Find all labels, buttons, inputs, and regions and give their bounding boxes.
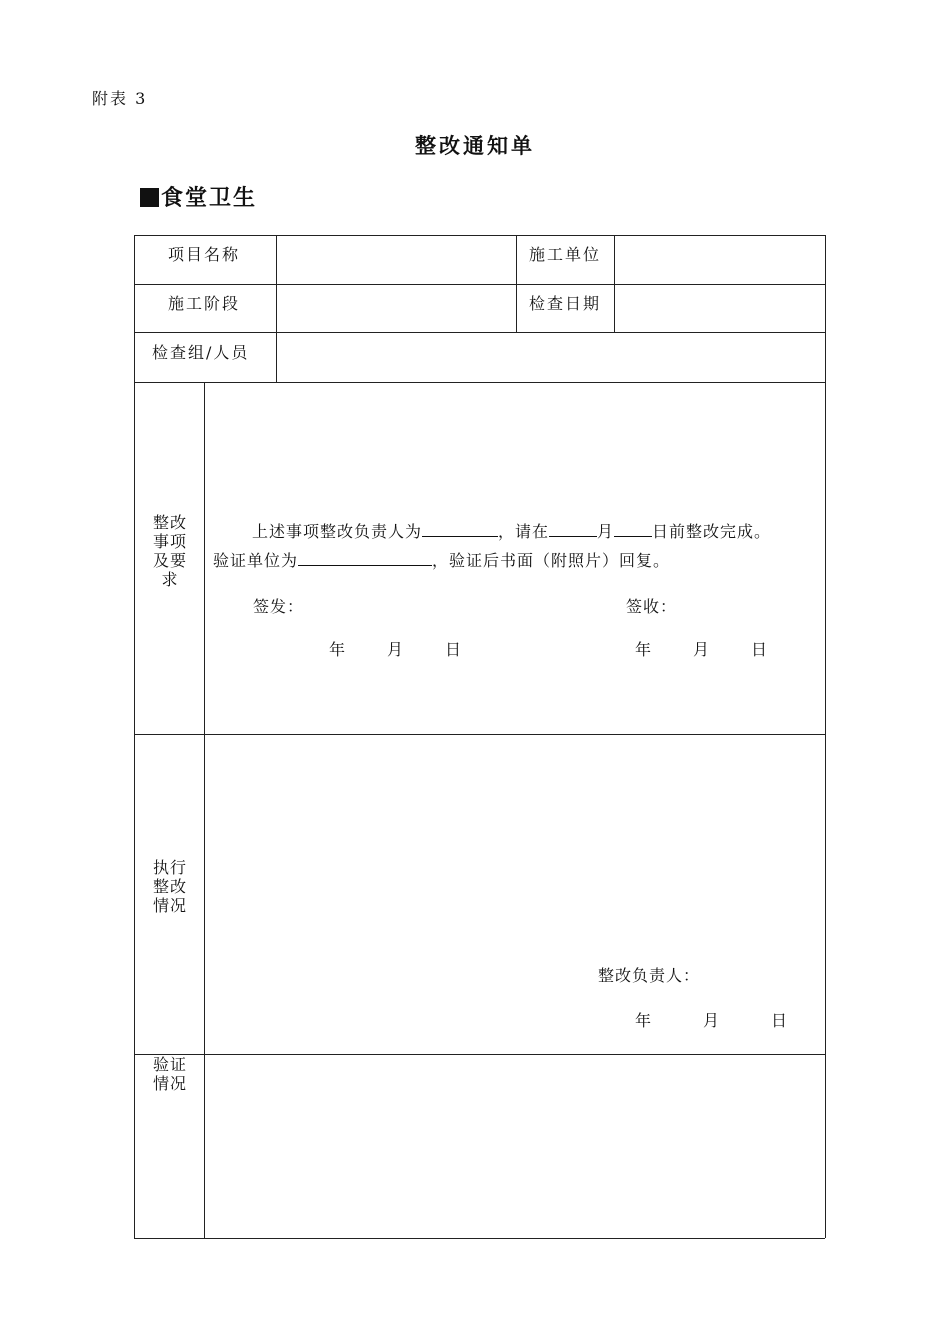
rectification-line-2 (213, 548, 670, 571)
day-blank[interactable] (614, 522, 652, 537)
section-heading (140, 181, 257, 212)
project-name-field[interactable] (280, 238, 512, 282)
responsible-text: 上述事项整改负责人为 (252, 522, 423, 541)
inspection-team-label: 检查组/人员 (152, 343, 250, 362)
verification-unit-blank[interactable] (298, 551, 432, 566)
black-square-icon (140, 188, 159, 207)
verification-label: 验证情况 (152, 1055, 187, 1093)
appendix-label: 附表 3 (92, 89, 148, 108)
page-title: 整改通知单 (415, 133, 535, 158)
complete-text: 日前整改完成。 (652, 522, 772, 541)
inspection-date-label: 检查日期 (529, 294, 602, 313)
construction-unit-field[interactable] (618, 238, 821, 282)
inspection-date-field[interactable] (618, 287, 821, 330)
rectification-label: 整改事项及要求 (152, 513, 187, 589)
responsible-blank[interactable] (422, 522, 498, 537)
received-by-label: 签收： (626, 597, 678, 616)
deadline-text: ，请在 (498, 522, 550, 541)
reply-text: ，验证后书面（附照片）回复。 (432, 551, 671, 570)
inspection-team-field[interactable] (280, 335, 821, 380)
construction-unit-label: 施工单位 (529, 245, 602, 264)
month-blank[interactable] (549, 522, 597, 537)
issued-date: 年 月 日 (329, 640, 462, 659)
rectification-line-1 (252, 519, 771, 542)
construction-stage-field[interactable] (280, 287, 512, 330)
received-date: 年 月 日 (635, 640, 768, 659)
issued-by-label: 签发： (253, 597, 305, 616)
verification-field[interactable] (208, 1058, 821, 1234)
project-name-label: 项目名称 (168, 245, 241, 264)
section-title: 食堂卫生 (161, 185, 258, 211)
month-text: 月 (597, 522, 615, 541)
rectification-responsible-label: 整改负责人： (598, 966, 701, 985)
construction-stage-label: 施工阶段 (168, 294, 241, 313)
verification-unit-text: 验证单位为 (213, 551, 299, 570)
execution-label: 执行整改情况 (152, 858, 187, 915)
execution-date: 年 月 日 (635, 1011, 788, 1030)
